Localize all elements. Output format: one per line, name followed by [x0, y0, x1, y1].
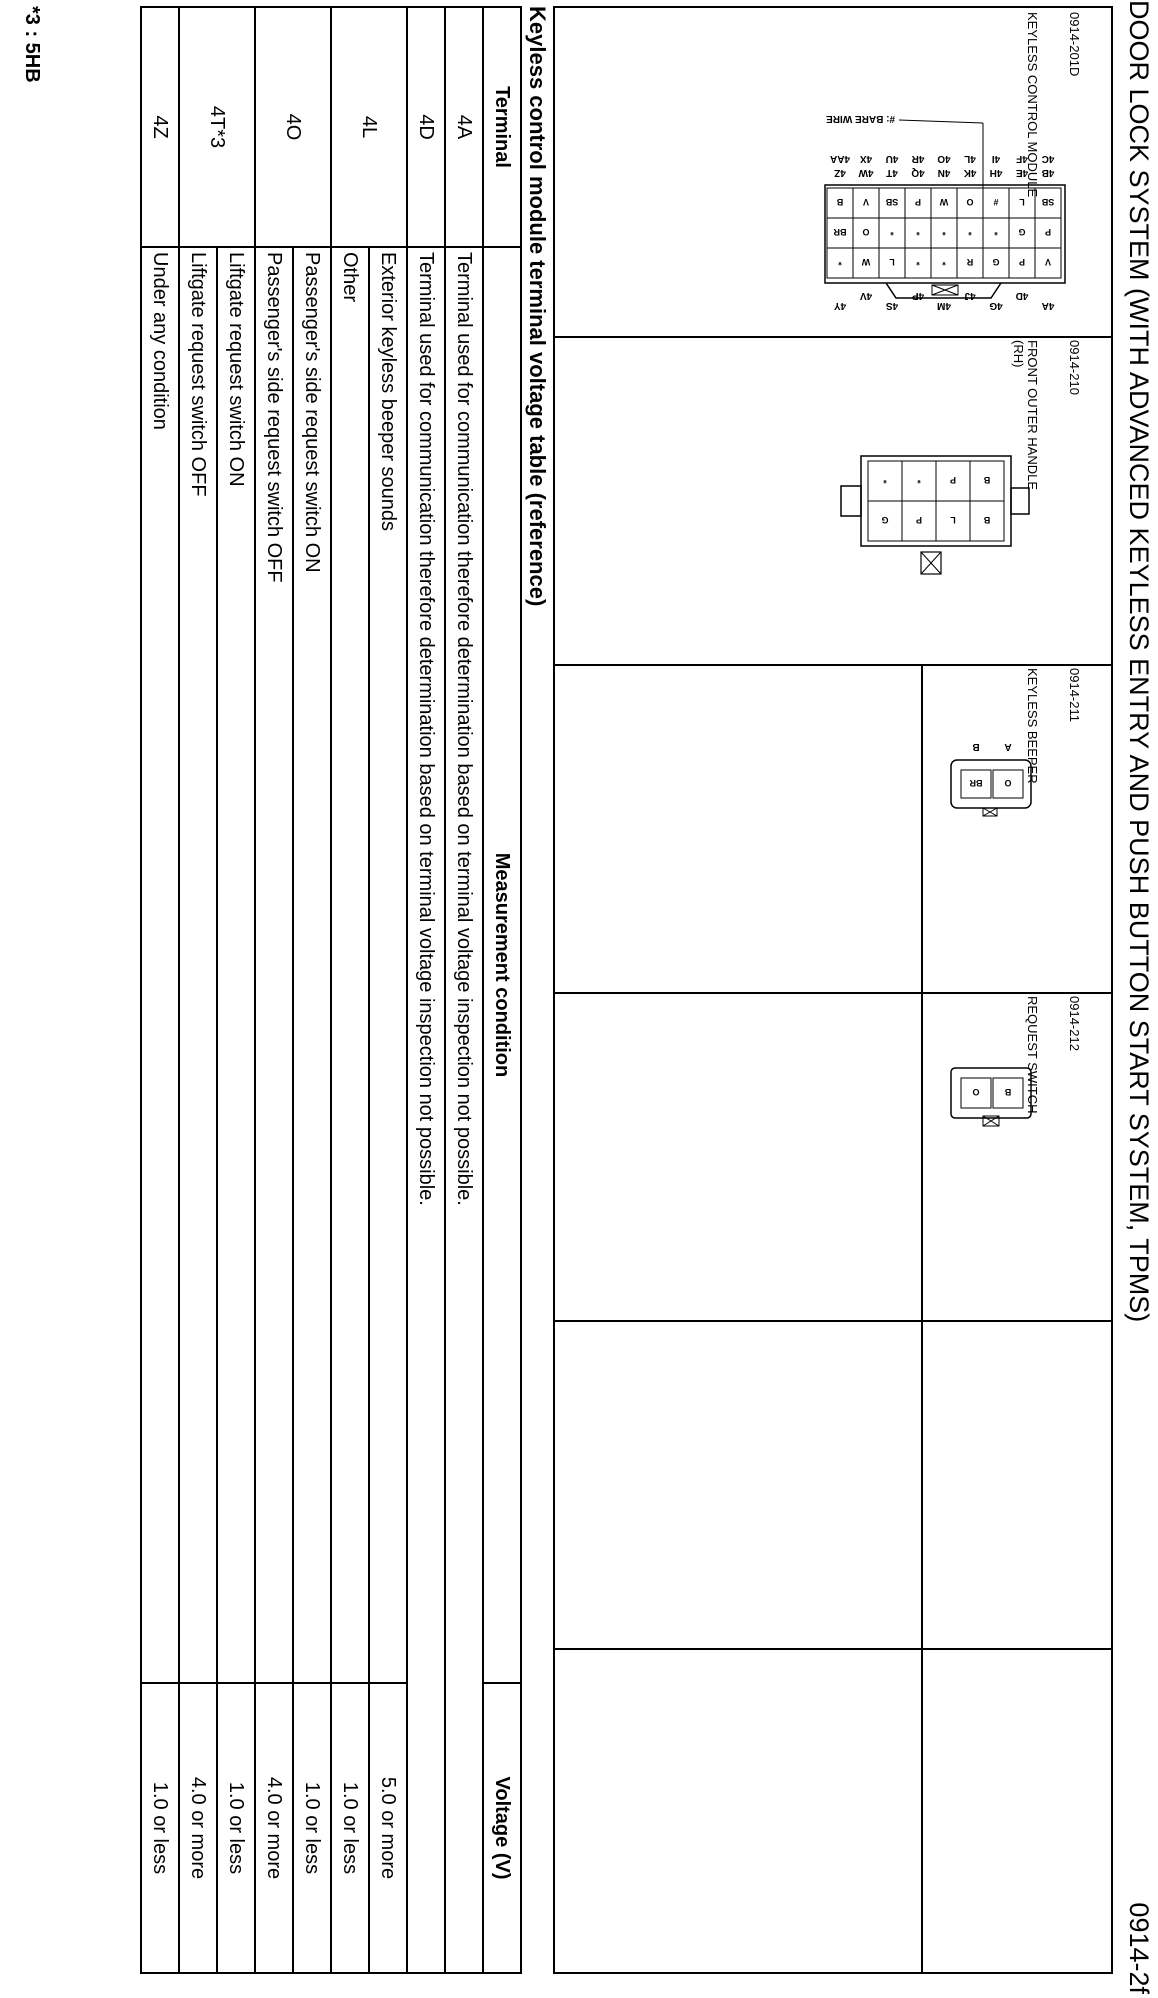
table-row [255, 7, 293, 1973]
pin-color: SB [885, 197, 899, 207]
connector-name: REQUEST SWITCH [1025, 996, 1040, 1114]
pin-label: 4W [858, 167, 874, 178]
pin-color: * [883, 475, 887, 485]
pin-color: L [1019, 197, 1025, 207]
header-terminal: Terminal [483, 7, 521, 247]
cell-terminal: 4O [255, 7, 331, 247]
cell-terminal: 4Z [141, 7, 179, 247]
pin-color: P [1044, 227, 1052, 237]
pin-color: * [994, 227, 998, 237]
terminal-voltage-table [140, 6, 522, 1974]
table-header-row [483, 7, 521, 1973]
pin-color: B [983, 515, 991, 525]
cell-condition: Terminal used for communication therefore determination based on terminal voltage inspection not possible. [445, 247, 483, 1973]
pin-label: 4T [886, 167, 898, 178]
cell-terminal: 4D [407, 7, 445, 247]
cell-condition: Other [331, 247, 369, 1683]
cell-condition: Terminal used for communication therefore determination based on terminal voltage inspection not possible. [407, 247, 445, 1973]
table-row [445, 7, 483, 1973]
request-switch-connector-diagram [931, 1028, 1051, 1148]
pin-label: 4L [964, 153, 976, 164]
cell-voltage: 1.0 or less [141, 1683, 179, 1973]
header-voltage: Voltage (V) [483, 1683, 521, 1973]
pin-color: O [862, 227, 870, 237]
table-title: Keyless control module terminal voltage table (reference) [525, 6, 550, 607]
pin-color: * [917, 475, 921, 485]
connector-name: KEYLESS CONTROL MODULE [1025, 12, 1040, 198]
table-row [217, 7, 255, 1973]
pin-color: V [1044, 257, 1052, 267]
beeper-connector-diagram [941, 698, 1051, 838]
pin-label: 4K [963, 167, 977, 178]
pin-label: 4P [911, 290, 925, 301]
connector-frame [553, 6, 1113, 1974]
cell-voltage: 4.0 or more [179, 1683, 217, 1973]
cell-condition: Passenger's side request switch OFF [255, 247, 293, 1683]
connector-lock [841, 486, 861, 516]
pin-label: 4S [885, 300, 899, 311]
pin-color: # [993, 197, 999, 207]
pin-color: W [939, 197, 949, 207]
pin-label: 4B [1041, 167, 1055, 178]
table-row [369, 7, 407, 1973]
pin-color: B [836, 197, 844, 207]
grid-divider [555, 336, 1111, 338]
cell-condition: Liftgate request switch ON [217, 247, 255, 1683]
pin-label: 4H [989, 167, 1003, 178]
pin-label: 4Y [833, 300, 847, 311]
pin-label: 4Z [834, 167, 846, 178]
pin-label: 4M [937, 300, 951, 311]
grid-divider [555, 1648, 1111, 1650]
cell-condition: Exterior keyless beeper sounds [369, 247, 407, 1683]
cell-terminal: 4T*3 [179, 7, 255, 247]
cell-voltage: 1.0 or less [217, 1683, 255, 1973]
pin-color: * [838, 257, 842, 267]
pin-color: * [890, 227, 894, 237]
pin-color: P [949, 475, 957, 485]
pin-color: P [915, 515, 923, 525]
connector-code: 0914-212 [1067, 996, 1082, 1051]
cell-condition: Liftgate request switch OFF [179, 247, 217, 1683]
pin-color: O [966, 197, 974, 207]
page-code: 0914-2f [1124, 1902, 1154, 1994]
table-row [141, 7, 179, 1973]
cell-terminal: 4L [331, 7, 407, 247]
table-row [331, 7, 369, 1973]
pin-color: * [916, 257, 920, 267]
cell-condition: Under any condition [141, 247, 179, 1683]
pin-color: BR [969, 778, 983, 788]
bare-wire-note: #: BARE WIRE [826, 113, 895, 124]
pin-color: * [968, 227, 972, 237]
pin-label: 4AA [829, 153, 851, 164]
bare-wire-leader [899, 120, 983, 123]
pin-color: G [1018, 227, 1026, 237]
pin-label: 4D [1015, 290, 1029, 301]
connector-key [1011, 488, 1029, 514]
cell-terminal: 4A [445, 7, 483, 247]
pin-color: O [972, 1087, 980, 1097]
kcm-connector-diagram [691, 28, 1071, 328]
grid-divider [555, 664, 1111, 666]
grid-divider [555, 992, 1111, 994]
pin-color: W [861, 257, 871, 267]
pin-color: SB [1041, 197, 1055, 207]
pin-label: 4J [964, 290, 976, 301]
table-row [407, 7, 445, 1973]
connector-code: 0914-211 [1067, 668, 1082, 722]
grid-divider [555, 1320, 1111, 1322]
pin-label: 4Q [911, 167, 925, 178]
cell-voltage: 5.0 or more [369, 1683, 407, 1973]
pin-color: BR [833, 227, 847, 237]
pin-label: 4U [885, 153, 899, 164]
cell-voltage: 1.0 or less [331, 1683, 369, 1973]
pin-color: P [1018, 257, 1026, 267]
page-title: DOOR LOCK SYSTEM (WITH ADVANCED KEYLESS ENTRY AND PUSH BUTTON START SYSTEM, TPMS) [1124, 0, 1154, 1323]
pin-color: * [942, 257, 946, 267]
pin-label: 4E [1015, 167, 1029, 178]
pin-label: A [1004, 741, 1012, 752]
pin-color: P [914, 197, 922, 207]
pin-label: 4C [1041, 153, 1055, 164]
cell-condition: Passenger's side request switch ON [293, 247, 331, 1683]
handle-connector-diagram [831, 366, 1051, 626]
grid-divider [921, 664, 923, 1974]
pin-color: O [1004, 778, 1012, 788]
connector-code: 0914-201D [1067, 12, 1082, 77]
pin-label: 4F [1016, 153, 1028, 164]
pin-color: G [881, 515, 889, 525]
pin-color: * [916, 227, 920, 237]
pin-label: 4X [859, 153, 873, 164]
pin-label: 4G [989, 300, 1003, 311]
table-row [179, 7, 217, 1973]
pin-color: B [983, 475, 991, 485]
pin-color: * [942, 227, 946, 237]
pin-color: B [1004, 1087, 1012, 1097]
header-condition: Measurement condition [483, 247, 521, 1683]
pin-label: 4N [937, 167, 951, 178]
cell-voltage: 1.0 or less [293, 1683, 331, 1973]
pin-color: V [862, 197, 870, 207]
pin-color: G [992, 257, 1000, 267]
connector-name: FRONT OUTER HANDLE (RH) [1011, 340, 1040, 490]
footnote: *3 : 5HB [21, 6, 43, 83]
pin-label: 4O [937, 153, 951, 164]
table-row [293, 7, 331, 1973]
connector-name: KEYLESS BEEPER [1025, 668, 1040, 784]
pin-label: B [972, 741, 980, 752]
cell-voltage: 4.0 or more [255, 1683, 293, 1973]
pin-color: L [889, 257, 895, 267]
pin-label: 4A [1041, 300, 1055, 311]
pin-label: 4I [991, 153, 1001, 164]
pin-label: 4R [911, 153, 925, 164]
pin-color: R [966, 257, 974, 267]
pin-color: L [950, 515, 956, 525]
connector-code: 0914-210 [1067, 340, 1082, 395]
pin-label: 4V [859, 290, 873, 301]
